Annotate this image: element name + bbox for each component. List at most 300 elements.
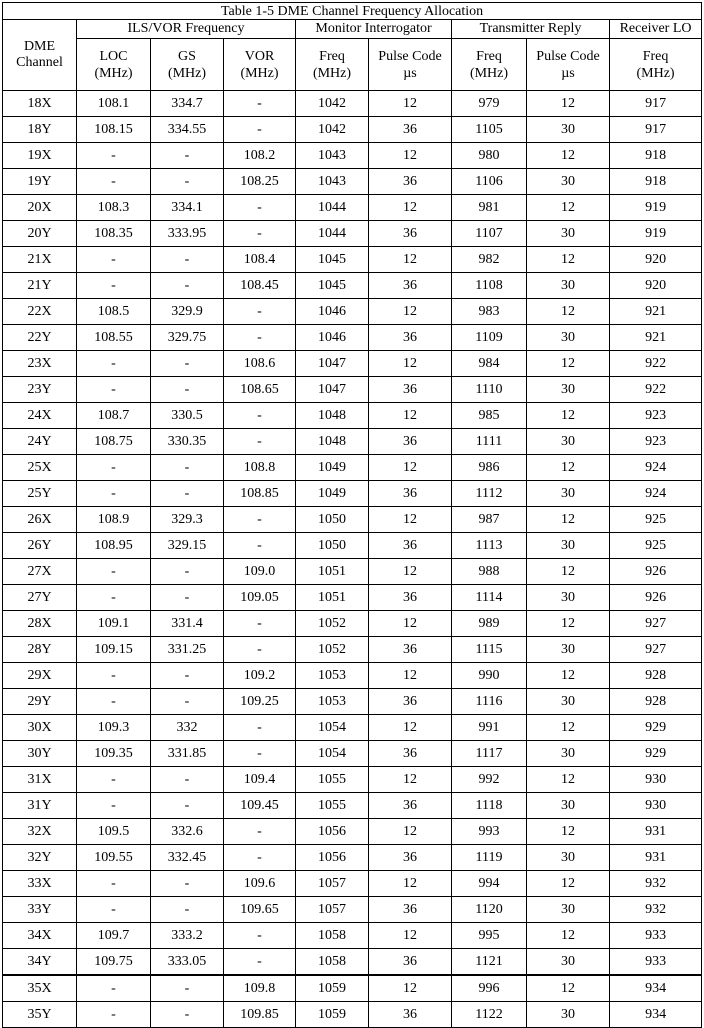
cell-vor-mhz: 108.6: [224, 351, 296, 377]
cell-loc-mhz: -: [77, 169, 151, 195]
cell-gs-mhz: 332.45: [151, 845, 224, 871]
cell-receiver-freq: 932: [610, 897, 702, 923]
cell-receiver-freq: 921: [610, 325, 702, 351]
cell-receiver-freq: 919: [610, 195, 702, 221]
cell-vor-mhz: 108.85: [224, 481, 296, 507]
cell-vor-mhz: 109.05: [224, 585, 296, 611]
cell-transmitter-pulse-code: 12: [527, 819, 610, 845]
cell-monitor-pulse-code: 12: [369, 299, 452, 325]
cell-transmitter-pulse-code: 30: [527, 949, 610, 976]
cell-monitor-freq: 1052: [296, 637, 369, 663]
cell-vor-mhz: 109.0: [224, 559, 296, 585]
cell-gs-mhz: -: [151, 663, 224, 689]
cell-gs-mhz: 329.3: [151, 507, 224, 533]
cell-loc-mhz: -: [77, 585, 151, 611]
cell-vor-mhz: -: [224, 429, 296, 455]
cell-gs-mhz: -: [151, 585, 224, 611]
cell-monitor-pulse-code: 36: [369, 169, 452, 195]
cell-loc-mhz: -: [77, 663, 151, 689]
cell-monitor-pulse-code: 36: [369, 637, 452, 663]
cell-transmitter-pulse-code: 12: [527, 403, 610, 429]
cell-transmitter-pulse-code: 30: [527, 169, 610, 195]
cell-vor-mhz: 108.2: [224, 143, 296, 169]
cell-transmitter-pulse-code: 12: [527, 351, 610, 377]
cell-receiver-freq: 922: [610, 351, 702, 377]
header-line: Pulse Code: [536, 48, 600, 64]
cell-monitor-freq: 1050: [296, 533, 369, 559]
cell-vor-mhz: -: [224, 949, 296, 976]
cell-receiver-freq: 924: [610, 481, 702, 507]
cell-monitor-freq: 1050: [296, 507, 369, 533]
cell-monitor-freq: 1049: [296, 481, 369, 507]
cell-gs-mhz: -: [151, 897, 224, 923]
cell-loc-mhz: 108.75: [77, 429, 151, 455]
cell-transmitter-pulse-code: 12: [527, 767, 610, 793]
cell-monitor-pulse-code: 12: [369, 767, 452, 793]
cell-loc-mhz: 109.35: [77, 741, 151, 767]
cell-loc-mhz: 109.75: [77, 949, 151, 976]
cell-vor-mhz: -: [224, 715, 296, 741]
cell-vor-mhz: -: [224, 819, 296, 845]
group-header-receiver: Receiver LO: [610, 20, 702, 39]
cell-receiver-freq: 933: [610, 923, 702, 949]
cell-vor-mhz: 108.25: [224, 169, 296, 195]
cell-gs-mhz: -: [151, 1002, 224, 1028]
cell-transmitter-freq: 1117: [452, 741, 527, 767]
cell-dme-channel: 23X: [3, 351, 77, 377]
cell-receiver-freq: 925: [610, 507, 702, 533]
cell-transmitter-pulse-code: 30: [527, 221, 610, 247]
cell-vor-mhz: 109.25: [224, 689, 296, 715]
cell-receiver-freq: 917: [610, 91, 702, 117]
cell-loc-mhz: -: [77, 975, 151, 1002]
header-line: VOR: [244, 48, 275, 64]
cell-monitor-pulse-code: 12: [369, 507, 452, 533]
table-row: [3, 533, 702, 559]
cell-loc-mhz: 108.35: [77, 221, 151, 247]
cell-monitor-pulse-code: 12: [369, 819, 452, 845]
cell-dme-channel: 29Y: [3, 689, 77, 715]
cell-gs-mhz: 330.35: [151, 429, 224, 455]
cell-transmitter-pulse-code: 12: [527, 455, 610, 481]
cell-transmitter-pulse-code: 12: [527, 507, 610, 533]
cell-transmitter-freq: 1108: [452, 273, 527, 299]
table-row: [3, 585, 702, 611]
column-header-receiver-freq: [610, 39, 702, 91]
cell-gs-mhz: 331.4: [151, 611, 224, 637]
cell-vor-mhz: -: [224, 403, 296, 429]
cell-transmitter-pulse-code: 30: [527, 325, 610, 351]
cell-monitor-pulse-code: 12: [369, 351, 452, 377]
cell-transmitter-freq: 1115: [452, 637, 527, 663]
cell-receiver-freq: 929: [610, 715, 702, 741]
table-row: [3, 819, 702, 845]
cell-vor-mhz: -: [224, 299, 296, 325]
table-row: [3, 897, 702, 923]
cell-dme-channel: 19X: [3, 143, 77, 169]
cell-gs-mhz: -: [151, 455, 224, 481]
cell-receiver-freq: 923: [610, 403, 702, 429]
cell-receiver-freq: 928: [610, 689, 702, 715]
cell-monitor-pulse-code: 12: [369, 91, 452, 117]
cell-monitor-freq: 1043: [296, 143, 369, 169]
column-header-monitor-pulse-code: [369, 39, 452, 91]
header-line: (MHz): [469, 65, 509, 81]
cell-vor-mhz: 108.45: [224, 273, 296, 299]
header-line: µs: [403, 65, 417, 81]
cell-loc-mhz: -: [77, 273, 151, 299]
cell-gs-mhz: 334.1: [151, 195, 224, 221]
cell-monitor-pulse-code: 36: [369, 533, 452, 559]
cell-monitor-freq: 1046: [296, 325, 369, 351]
cell-receiver-freq: 932: [610, 871, 702, 897]
cell-receiver-freq: 930: [610, 793, 702, 819]
column-header-monitor-freq: [296, 39, 369, 91]
cell-receiver-freq: 920: [610, 273, 702, 299]
cell-loc-mhz: -: [77, 143, 151, 169]
cell-loc-mhz: 109.3: [77, 715, 151, 741]
table-row: [3, 767, 702, 793]
cell-loc-mhz: 108.15: [77, 117, 151, 143]
cell-receiver-freq: 922: [610, 377, 702, 403]
cell-receiver-freq: 925: [610, 533, 702, 559]
column-header-transmitter-freq: [452, 39, 527, 91]
cell-gs-mhz: 333.95: [151, 221, 224, 247]
cell-dme-channel: 24X: [3, 403, 77, 429]
cell-loc-mhz: 108.1: [77, 91, 151, 117]
cell-gs-mhz: 333.05: [151, 949, 224, 976]
cell-monitor-freq: 1051: [296, 585, 369, 611]
cell-dme-channel: 22X: [3, 299, 77, 325]
cell-gs-mhz: 329.9: [151, 299, 224, 325]
cell-transmitter-pulse-code: 12: [527, 611, 610, 637]
table-row: [3, 403, 702, 429]
cell-dme-channel: 20X: [3, 195, 77, 221]
cell-vor-mhz: -: [224, 741, 296, 767]
cell-receiver-freq: 927: [610, 637, 702, 663]
table-title: Table 1-5 DME Channel Frequency Allocation: [3, 3, 702, 20]
cell-transmitter-freq: 990: [452, 663, 527, 689]
cell-monitor-freq: 1048: [296, 429, 369, 455]
cell-vor-mhz: -: [224, 507, 296, 533]
header-line: Channel: [16, 55, 63, 70]
cell-vor-mhz: 109.6: [224, 871, 296, 897]
cell-transmitter-pulse-code: 30: [527, 897, 610, 923]
cell-receiver-freq: 928: [610, 663, 702, 689]
cell-transmitter-freq: 1111: [452, 429, 527, 455]
cell-dme-channel: 34X: [3, 923, 77, 949]
cell-monitor-freq: 1059: [296, 975, 369, 1002]
cell-transmitter-freq: 995: [452, 923, 527, 949]
header-line: (MHz): [636, 65, 675, 81]
cell-vor-mhz: 109.8: [224, 975, 296, 1002]
cell-receiver-freq: 918: [610, 143, 702, 169]
cell-receiver-freq: 931: [610, 819, 702, 845]
cell-loc-mhz: 108.9: [77, 507, 151, 533]
cell-transmitter-pulse-code: 12: [527, 91, 610, 117]
cell-transmitter-pulse-code: 12: [527, 247, 610, 273]
table-row: [3, 845, 702, 871]
cell-vor-mhz: -: [224, 325, 296, 351]
cell-monitor-pulse-code: 12: [369, 559, 452, 585]
cell-monitor-pulse-code: 36: [369, 429, 452, 455]
cell-vor-mhz: -: [224, 195, 296, 221]
header-line: GS: [178, 48, 196, 64]
cell-gs-mhz: 330.5: [151, 403, 224, 429]
cell-dme-channel: 32X: [3, 819, 77, 845]
cell-transmitter-pulse-code: 12: [527, 923, 610, 949]
cell-transmitter-freq: 1114: [452, 585, 527, 611]
cell-monitor-freq: 1055: [296, 767, 369, 793]
cell-dme-channel: 22Y: [3, 325, 77, 351]
cell-monitor-freq: 1053: [296, 663, 369, 689]
cell-monitor-pulse-code: 36: [369, 585, 452, 611]
cell-receiver-freq: 927: [610, 611, 702, 637]
cell-monitor-pulse-code: 36: [369, 481, 452, 507]
cell-monitor-freq: 1045: [296, 273, 369, 299]
cell-gs-mhz: 331.25: [151, 637, 224, 663]
cell-gs-mhz: -: [151, 169, 224, 195]
header-line: (MHz): [312, 65, 352, 81]
cell-loc-mhz: -: [77, 689, 151, 715]
cell-vor-mhz: 108.8: [224, 455, 296, 481]
cell-monitor-pulse-code: 12: [369, 923, 452, 949]
table-row: [3, 377, 702, 403]
cell-loc-mhz: -: [77, 377, 151, 403]
table-row: [3, 741, 702, 767]
table-row: [3, 247, 702, 273]
cell-transmitter-pulse-code: 12: [527, 975, 610, 1002]
cell-dme-channel: 28X: [3, 611, 77, 637]
table-row: [3, 117, 702, 143]
cell-gs-mhz: -: [151, 351, 224, 377]
cell-transmitter-pulse-code: 30: [527, 533, 610, 559]
cell-transmitter-pulse-code: 30: [527, 585, 610, 611]
cell-monitor-pulse-code: 36: [369, 845, 452, 871]
header-line: Freq: [476, 48, 502, 64]
cell-dme-channel: 25Y: [3, 481, 77, 507]
cell-transmitter-freq: 1112: [452, 481, 527, 507]
cell-loc-mhz: 108.5: [77, 299, 151, 325]
cell-dme-channel: 30Y: [3, 741, 77, 767]
cell-dme-channel: 27Y: [3, 585, 77, 611]
cell-loc-mhz: -: [77, 351, 151, 377]
cell-gs-mhz: 333.2: [151, 923, 224, 949]
cell-monitor-freq: 1054: [296, 741, 369, 767]
cell-dme-channel: 35Y: [3, 1002, 77, 1028]
cell-dme-channel: 29X: [3, 663, 77, 689]
cell-receiver-freq: 934: [610, 1002, 702, 1028]
cell-transmitter-pulse-code: 30: [527, 273, 610, 299]
cell-transmitter-pulse-code: 30: [527, 429, 610, 455]
cell-vor-mhz: -: [224, 637, 296, 663]
cell-gs-mhz: -: [151, 273, 224, 299]
cell-monitor-freq: 1047: [296, 351, 369, 377]
cell-loc-mhz: -: [77, 559, 151, 585]
cell-dme-channel: 27X: [3, 559, 77, 585]
cell-transmitter-freq: 982: [452, 247, 527, 273]
cell-monitor-freq: 1049: [296, 455, 369, 481]
cell-gs-mhz: 332: [151, 715, 224, 741]
table-row: [3, 143, 702, 169]
cell-gs-mhz: -: [151, 143, 224, 169]
cell-monitor-pulse-code: 12: [369, 663, 452, 689]
cell-monitor-freq: 1044: [296, 221, 369, 247]
cell-transmitter-freq: 981: [452, 195, 527, 221]
table-row: [3, 169, 702, 195]
table-row: [3, 481, 702, 507]
table-row: [3, 871, 702, 897]
cell-loc-mhz: -: [77, 897, 151, 923]
cell-receiver-freq: 926: [610, 585, 702, 611]
cell-dme-channel: 23Y: [3, 377, 77, 403]
cell-transmitter-pulse-code: 12: [527, 299, 610, 325]
cell-transmitter-freq: 996: [452, 975, 527, 1002]
cell-receiver-freq: 920: [610, 247, 702, 273]
cell-transmitter-pulse-code: 12: [527, 143, 610, 169]
group-header-ils-vor: ILS/VOR Frequency: [77, 20, 296, 39]
cell-monitor-pulse-code: 12: [369, 611, 452, 637]
cell-loc-mhz: 109.1: [77, 611, 151, 637]
cell-vor-mhz: -: [224, 221, 296, 247]
cell-dme-channel: 21X: [3, 247, 77, 273]
table-row: [3, 195, 702, 221]
cell-monitor-freq: 1052: [296, 611, 369, 637]
cell-loc-mhz: 109.5: [77, 819, 151, 845]
cell-transmitter-freq: 1105: [452, 117, 527, 143]
table-row: [3, 793, 702, 819]
cell-dme-channel: 31X: [3, 767, 77, 793]
cell-receiver-freq: 934: [610, 975, 702, 1002]
header-line: Freq: [642, 48, 669, 64]
cell-monitor-pulse-code: 36: [369, 897, 452, 923]
cell-transmitter-pulse-code: 30: [527, 637, 610, 663]
cell-monitor-pulse-code: 12: [369, 871, 452, 897]
cell-transmitter-pulse-code: 30: [527, 741, 610, 767]
cell-monitor-pulse-code: 12: [369, 195, 452, 221]
cell-loc-mhz: -: [77, 1002, 151, 1028]
cell-gs-mhz: -: [151, 767, 224, 793]
cell-monitor-freq: 1058: [296, 949, 369, 976]
cell-gs-mhz: 332.6: [151, 819, 224, 845]
cell-monitor-freq: 1044: [296, 195, 369, 221]
cell-monitor-pulse-code: 36: [369, 741, 452, 767]
cell-monitor-freq: 1046: [296, 299, 369, 325]
cell-monitor-freq: 1045: [296, 247, 369, 273]
header-line: DME: [23, 39, 56, 54]
cell-monitor-pulse-code: 36: [369, 793, 452, 819]
table-row: [3, 975, 702, 1002]
cell-vor-mhz: -: [224, 611, 296, 637]
cell-monitor-freq: 1059: [296, 1002, 369, 1028]
table-row: [3, 299, 702, 325]
cell-receiver-freq: 924: [610, 455, 702, 481]
cell-dme-channel: 35X: [3, 975, 77, 1002]
cell-gs-mhz: -: [151, 793, 224, 819]
table-row: [3, 611, 702, 637]
cell-transmitter-pulse-code: 30: [527, 481, 610, 507]
table-row: [3, 637, 702, 663]
cell-transmitter-freq: 1109: [452, 325, 527, 351]
cell-transmitter-freq: 1119: [452, 845, 527, 871]
cell-monitor-freq: 1057: [296, 897, 369, 923]
cell-transmitter-freq: 1121: [452, 949, 527, 976]
cell-monitor-pulse-code: 36: [369, 117, 452, 143]
cell-loc-mhz: -: [77, 767, 151, 793]
cell-gs-mhz: 331.85: [151, 741, 224, 767]
group-header-transmitter: Transmitter Reply: [452, 20, 610, 39]
cell-gs-mhz: -: [151, 247, 224, 273]
cell-monitor-pulse-code: 36: [369, 221, 452, 247]
column-header-loc-mhz: [77, 39, 151, 91]
cell-receiver-freq: 919: [610, 221, 702, 247]
table-row: [3, 923, 702, 949]
table-row: [3, 949, 702, 976]
cell-transmitter-freq: 1120: [452, 897, 527, 923]
cell-monitor-freq: 1056: [296, 845, 369, 871]
cell-transmitter-freq: 986: [452, 455, 527, 481]
cell-dme-channel: 18X: [3, 91, 77, 117]
cell-monitor-freq: 1058: [296, 923, 369, 949]
table-row: [3, 689, 702, 715]
table-row: [3, 663, 702, 689]
cell-receiver-freq: 923: [610, 429, 702, 455]
cell-monitor-pulse-code: 36: [369, 1002, 452, 1028]
cell-monitor-freq: 1056: [296, 819, 369, 845]
cell-vor-mhz: 109.2: [224, 663, 296, 689]
cell-loc-mhz: 108.3: [77, 195, 151, 221]
cell-loc-mhz: -: [77, 455, 151, 481]
cell-vor-mhz: 109.45: [224, 793, 296, 819]
cell-transmitter-pulse-code: 12: [527, 663, 610, 689]
table-row: [3, 325, 702, 351]
cell-transmitter-pulse-code: 30: [527, 845, 610, 871]
cell-gs-mhz: -: [151, 377, 224, 403]
table-row: [3, 715, 702, 741]
cell-gs-mhz: -: [151, 481, 224, 507]
cell-monitor-freq: 1053: [296, 689, 369, 715]
table-row: [3, 221, 702, 247]
header-line: Freq: [319, 48, 345, 64]
cell-gs-mhz: -: [151, 689, 224, 715]
cell-monitor-pulse-code: 12: [369, 247, 452, 273]
table-row: [3, 507, 702, 533]
cell-monitor-pulse-code: 12: [369, 143, 452, 169]
cell-monitor-pulse-code: 12: [369, 975, 452, 1002]
cell-dme-channel: 24Y: [3, 429, 77, 455]
cell-transmitter-pulse-code: 30: [527, 793, 610, 819]
cell-monitor-freq: 1047: [296, 377, 369, 403]
header-line: µs: [561, 65, 575, 81]
column-header-dme-channel: [3, 20, 77, 91]
table-row: [3, 351, 702, 377]
cell-monitor-pulse-code: 12: [369, 715, 452, 741]
cell-monitor-pulse-code: 12: [369, 403, 452, 429]
cell-monitor-freq: 1055: [296, 793, 369, 819]
cell-vor-mhz: 109.85: [224, 1002, 296, 1028]
cell-monitor-pulse-code: 36: [369, 949, 452, 976]
cell-receiver-freq: 926: [610, 559, 702, 585]
cell-loc-mhz: -: [77, 481, 151, 507]
cell-monitor-pulse-code: 36: [369, 689, 452, 715]
table-row: [3, 429, 702, 455]
header-line: (MHz): [94, 65, 133, 81]
table-row: [3, 559, 702, 585]
column-header-transmitter-pulse-code: [527, 39, 610, 91]
cell-dme-channel: 26Y: [3, 533, 77, 559]
cell-loc-mhz: 109.15: [77, 637, 151, 663]
cell-vor-mhz: -: [224, 923, 296, 949]
